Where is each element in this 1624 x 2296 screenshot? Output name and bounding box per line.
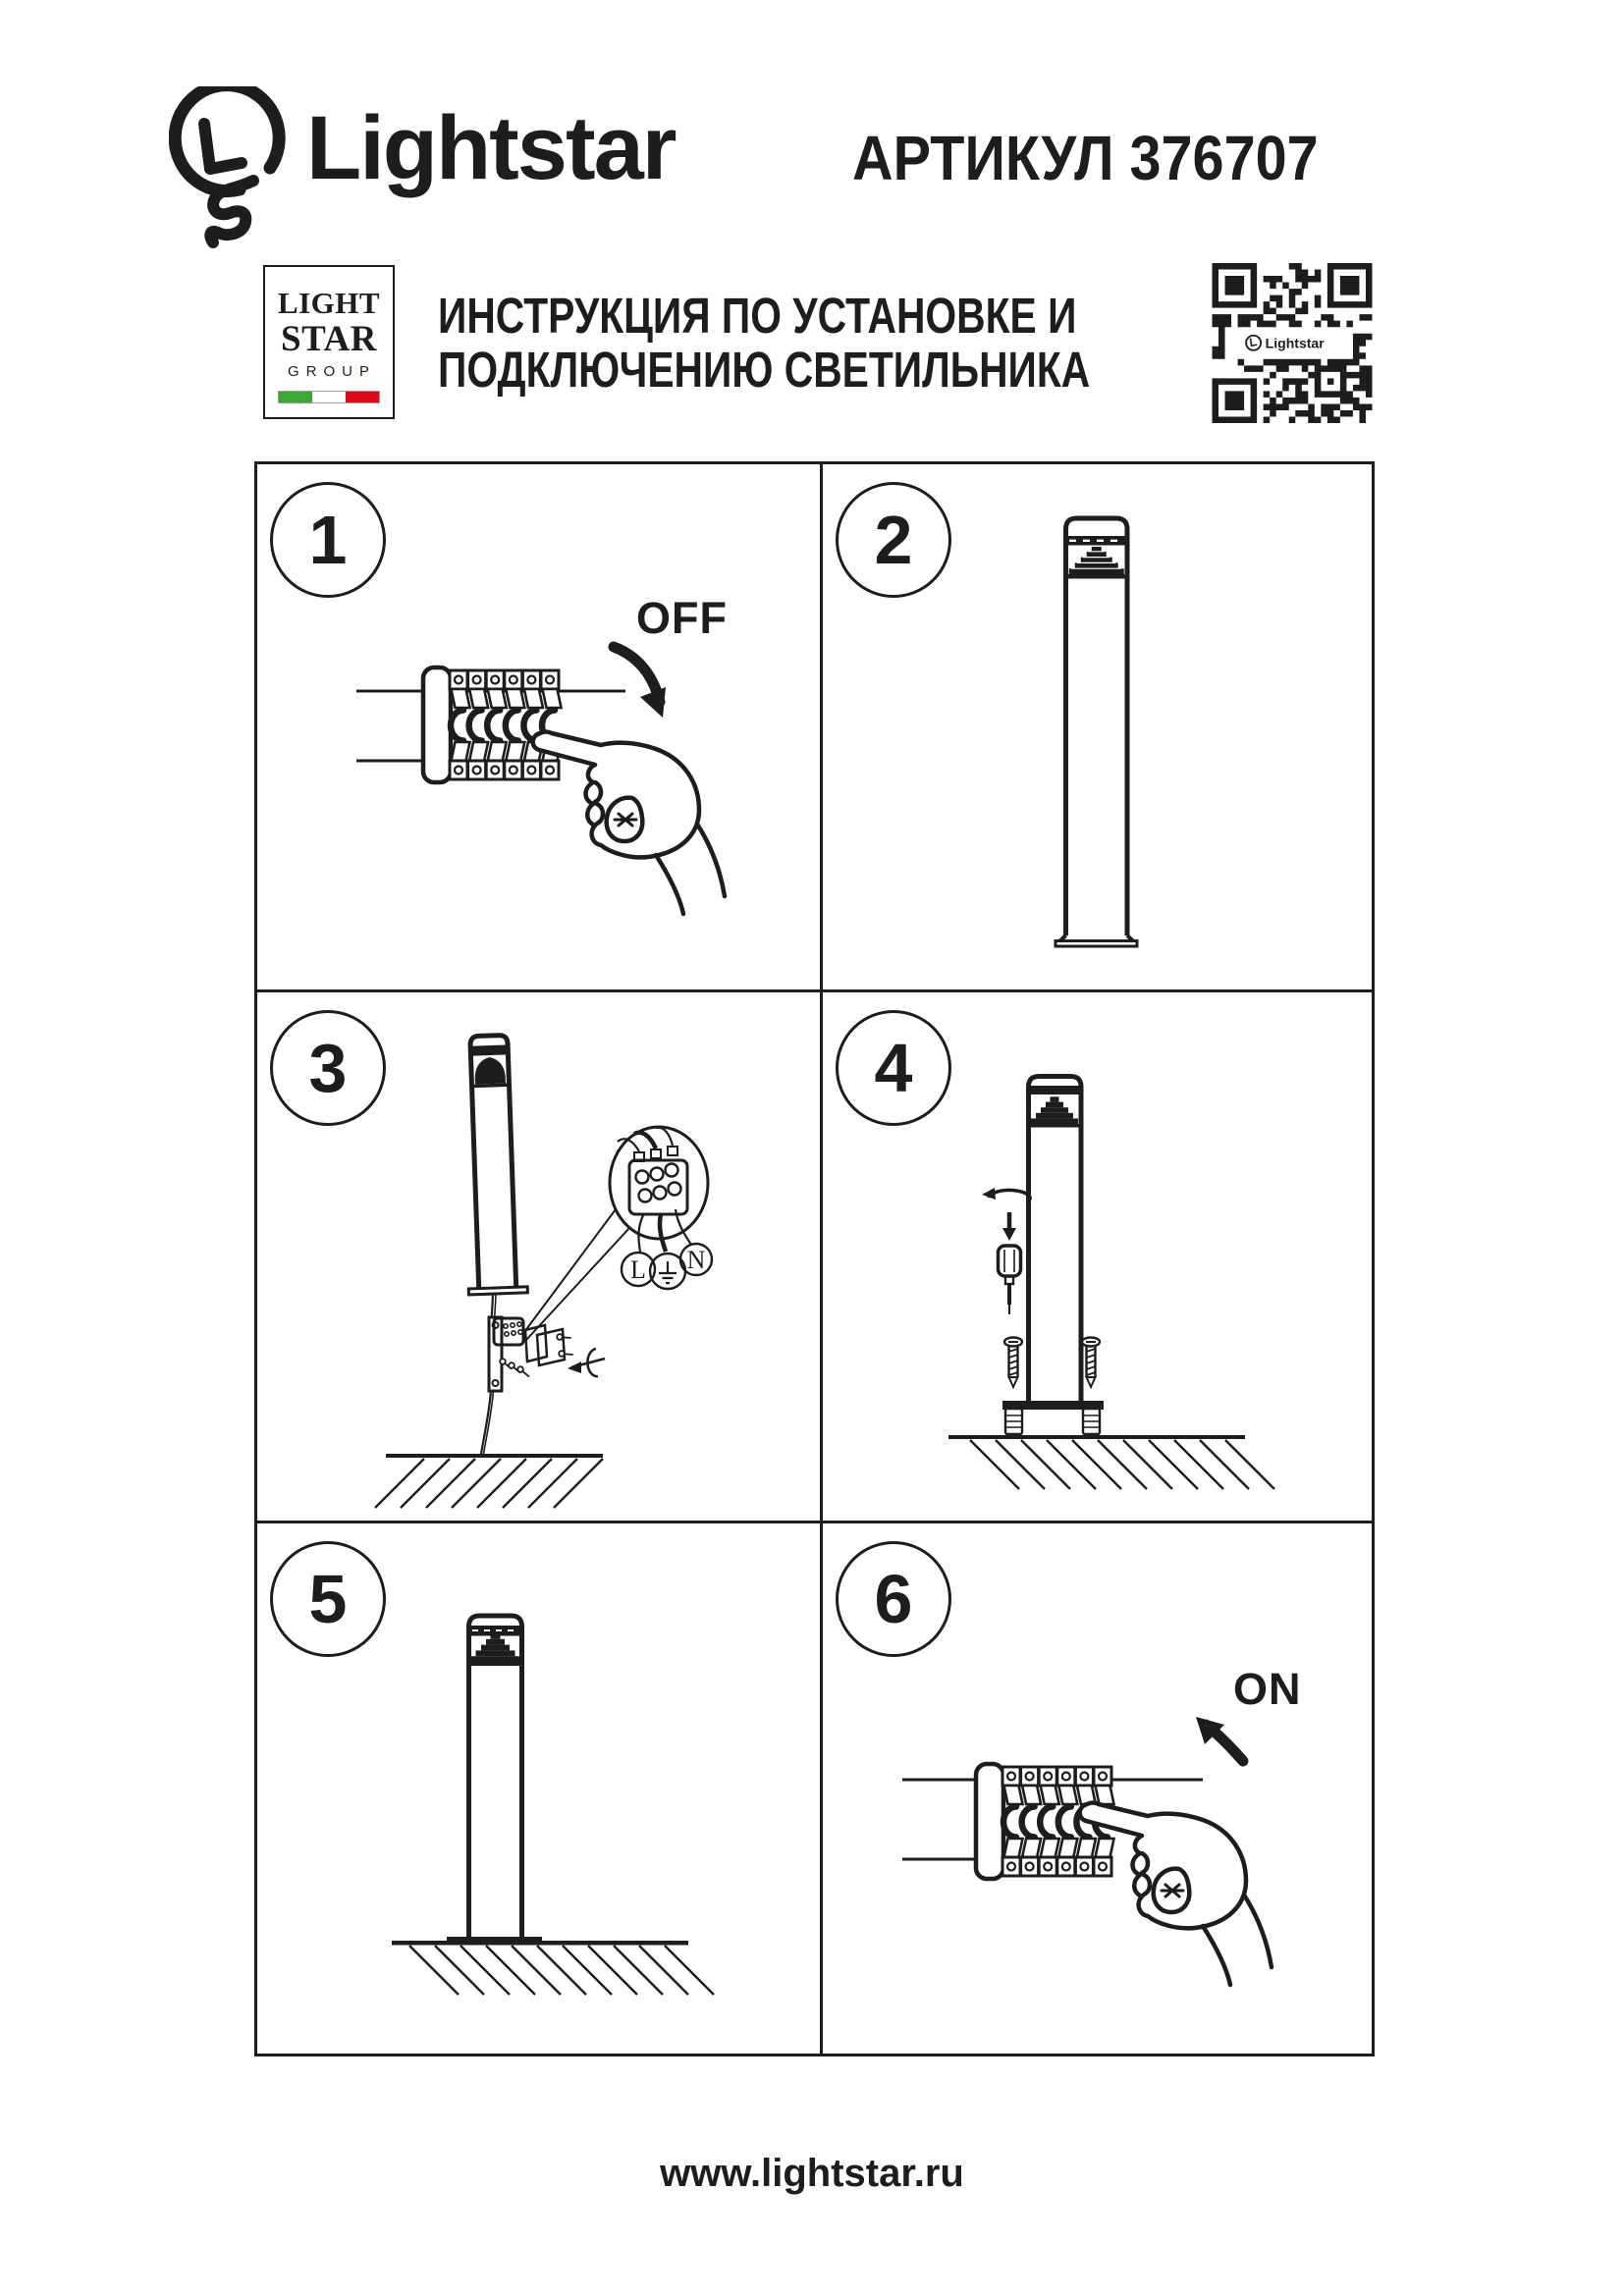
mounting-bracket — [489, 1317, 573, 1391]
flag-green — [279, 392, 312, 402]
ground — [375, 1454, 603, 1508]
rotate-screw-arrow-icon — [568, 1349, 605, 1376]
step-5-panel — [257, 1523, 823, 2054]
on-arrow-icon — [1196, 1717, 1243, 1761]
bollard-lamp — [447, 1616, 542, 1945]
lightstar-group-logo — [263, 265, 395, 419]
svg-text:Lightstar: Lightstar — [1265, 335, 1325, 351]
group-logo-group: GROUP — [287, 363, 376, 380]
wall-plug — [1083, 1409, 1100, 1434]
step-2-panel — [823, 464, 1372, 992]
ground — [392, 1941, 714, 1995]
steps-grid — [254, 461, 1375, 2056]
step-number-badge: 3 — [270, 1010, 386, 1126]
bollard-lamp — [460, 1035, 527, 1295]
brand-wordmark: Lightstar — [306, 98, 676, 198]
step-number-badge: 5 — [270, 1541, 386, 1657]
neutral-label: N — [686, 1246, 706, 1274]
step-4-panel — [823, 992, 1372, 1523]
qr-code — [1210, 263, 1375, 423]
step-number-badge: 6 — [836, 1541, 951, 1657]
circuit-breakers — [423, 667, 562, 782]
step-1-panel — [257, 464, 823, 992]
page-title-line1: ИНСТРУКЦИЯ ПО УСТАНОВКЕ И — [438, 288, 1077, 344]
article-number: АРТИКУЛ 376707 — [852, 123, 1319, 193]
step-3-panel — [257, 992, 823, 1523]
on-label: ON — [1233, 1664, 1302, 1714]
flag-white — [312, 392, 346, 402]
step-6-panel — [823, 1523, 1372, 2054]
bollard-lamp — [1056, 518, 1137, 946]
group-logo-star: STAR — [281, 319, 377, 359]
ground — [948, 1435, 1274, 1489]
header — [0, 0, 1624, 461]
earth-icon — [659, 1261, 677, 1283]
screw — [1004, 1338, 1022, 1388]
flag-red — [346, 392, 379, 402]
page-title-line2: ПОДКЛЮЧЕНИЮ СВЕТИЛЬНИКА — [438, 342, 1091, 398]
bubble-leader-lines — [524, 1209, 629, 1340]
website-url: www.lightstar.ru — [660, 2152, 964, 2195]
italian-flag-bar — [278, 391, 380, 403]
step-number-badge: 2 — [836, 482, 951, 598]
lightstar-bulb-icon — [169, 86, 287, 248]
step-number-badge: 1 — [270, 482, 386, 598]
group-logo-light: LIGHT — [277, 286, 381, 320]
hand-flipping-switch — [1080, 1803, 1272, 1986]
hand-flipping-switch — [533, 732, 725, 915]
wall-plug — [1005, 1409, 1022, 1434]
page-title — [438, 289, 1090, 397]
screwdriver — [982, 1188, 1030, 1314]
off-label: OFF — [636, 593, 728, 643]
step-number-badge: 4 — [836, 1010, 951, 1126]
off-arrow-icon — [614, 647, 666, 718]
screw — [1082, 1338, 1100, 1388]
line-label: L — [630, 1255, 646, 1284]
